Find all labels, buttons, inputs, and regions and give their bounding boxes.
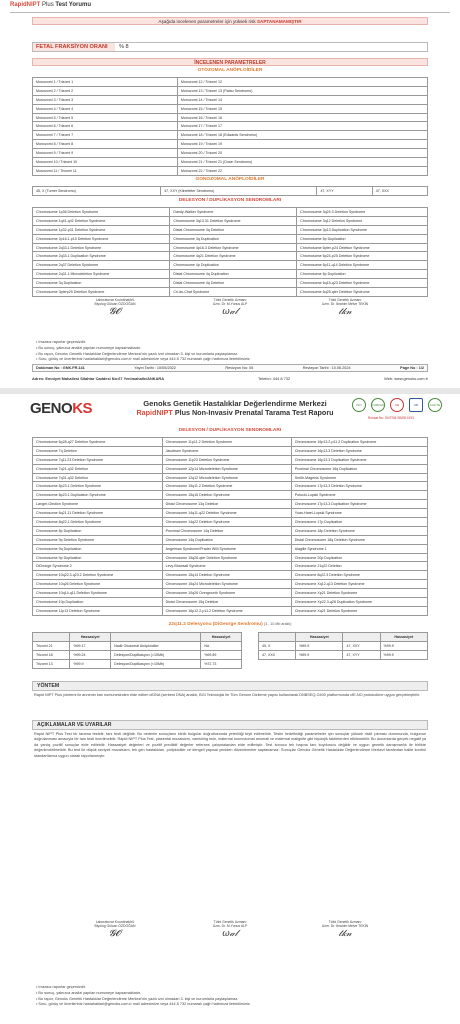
table-cell: Monozomi 3 / Trizomi 3 (33, 95, 178, 104)
table-cell: Chromosome 1p36 Deletion Syndrome (33, 208, 170, 217)
table-cell: %99.9 (380, 650, 427, 659)
table-row (33, 641, 242, 650)
table-cell: Chromosome 4p Duplication (170, 261, 297, 270)
table-row (33, 571, 428, 580)
delesyon-table-p1 (32, 207, 428, 297)
table-row (33, 208, 428, 217)
table-row (33, 95, 428, 104)
table-row (33, 122, 428, 131)
signature-geneticist-1: Tıbbi Genetik Uzmanı Uzm. Dr. M.Yunus ALP ω𝒶𝓁 (212, 920, 248, 939)
table-cell: NA (201, 641, 242, 650)
table-cell: Monozomi 13 / Trizomi 13 (Patau Sendromu) (177, 86, 427, 95)
table-row (33, 464, 428, 473)
table-cell: Langer-Giedion Syndrome (33, 500, 163, 509)
table-cell: Chromosome 6p28-q27 Deletion Syndrome (33, 438, 163, 447)
table-row (33, 279, 428, 288)
table-cell: Monozomi 9 / Trizomi 9 (33, 149, 178, 158)
table-cell: 47, XXX (259, 650, 296, 659)
table-cell: Chromosome 21q22 Deletion (291, 562, 427, 571)
table-row (33, 500, 428, 509)
signature-geneticist-1: Tıbbi Genetik Uzmanı Uzm. Dr. M.Yunus ALP ω𝒶𝓁 (212, 298, 248, 317)
sex-chromosome-table (258, 632, 428, 660)
table-header-cell (111, 633, 201, 642)
table-cell: Chromosome 6q15-q23 Deletion Syndrome (297, 279, 428, 288)
table-cell: %99.89 (201, 650, 242, 659)
table-cell: Proximal Chromosome 16q Duplication (291, 464, 427, 473)
table-row (33, 553, 428, 562)
table-row (33, 455, 428, 464)
gonozomal-title: GONOZOMAL ANÖPLOİDİLER (195, 177, 265, 182)
table-row (33, 482, 428, 491)
table-row (33, 438, 428, 447)
signature-coordinator: Laboratuvar Koordinatörü Biyolog Gülcan ÖZDOĞAN 𝓖𝓞 (94, 298, 136, 317)
table-cell: Distal Chromosome 3q Deletion (170, 225, 297, 234)
table-cell: Chromosome 8q21.11 Deletion Syndrome (33, 509, 163, 518)
signature-geneticist-2: Tıbbi Genetik Uzmanı Uzm. Dr. İbrahim Melve TEKİN 𝓉𝓀𝓃 (321, 298, 369, 317)
table-cell: Chromosome 3pterp25 Deletion Syndrome (33, 288, 170, 297)
table-cell: Chromosome 17p Duplication (291, 518, 427, 527)
table-cell: Trizomi 18 (33, 650, 70, 659)
table-cell: Monozomi 2 / Trizomi 2 (33, 86, 178, 95)
table-cell: Chromosome 7q31-q32 Deletion (33, 473, 163, 482)
page-break (0, 388, 460, 394)
note-item: • Bu rapor, Genoks Genetik Hastalıklar Değerlendirme Merkezi'nin yazılı izni olmadan 3. kişi ve kurumlarla paylaşılamaz. (36, 352, 426, 358)
table-row (33, 535, 428, 544)
table-cell: Chromosome 15q14 Deletion Syndrome (162, 571, 291, 580)
otozomal-title: OTOZOMAL ANÖPLOİDİLER (197, 68, 263, 73)
table-cell: Monozomi 7 / Trizomi 7 (33, 131, 178, 140)
table-cell: Chromosome 10q22.3-q23.2 Deletion Syndrome (33, 571, 163, 580)
note-item: • Bu rapor, Genoks Genetik Hastalıklar Değerlendirme Merkezi'nin yazılı izni olmadan 3. kişi ve kurumlarla paylaşılamaz. (36, 997, 426, 1003)
cert-icon: ISO (352, 398, 366, 412)
table-cell: Delesyon/Duplikasyon (<10Mb) (111, 659, 201, 668)
table-cell: Monozomi 8 / Trizomi 8 (33, 140, 178, 149)
table-row (33, 544, 428, 553)
table-cell: Monozomi 1 / Trizomi 1 (33, 78, 178, 87)
table-row (33, 113, 428, 122)
table-cell: Chromosome 20p Duplication (291, 553, 427, 562)
table-cell: Chromosome 17p13.3 Deletion Syndrome (291, 482, 427, 491)
table-cell: Nadir Otozomal Anöploidiler (111, 641, 201, 650)
table-cell: Chromosome 11p13 Deletion Syndrome (33, 606, 163, 615)
risk-banner: Aşağıda incelenen parametreler için yüksek risk SAPTANAMAMIŞTIR (32, 17, 428, 25)
notes-p1 (36, 340, 426, 363)
doc-footer: Doküman No : GNK.FR.141 Yayın Tarihi : 10/05/2022 Revizyon No: 05 Revizyon Tarihi : 10.06.2024 Page No : 1/2 (32, 364, 428, 372)
table-cell: Chromosome 18p Deletion Syndrome (291, 526, 427, 535)
table-cell: Dandy-Walker Syndrome (170, 208, 297, 217)
note-item: • Bu sonuç, yalnızca analizi yapılan numuneye kapsamaktadır. (36, 991, 426, 997)
table-cell: Chromosome 7q Deletion (33, 446, 163, 455)
table-cell: Chromosome 16p12.2-p11.2 Deletion Syndrome (162, 606, 291, 615)
signature-geneticist-2: Tıbbi Genetik Uzmanı Uzm. Dr. İbrahim Melve TEKİN 𝓉𝓀𝓃 (321, 920, 369, 939)
table-cell: Proximal Chromosome 14q Deletion (162, 526, 291, 535)
table-cell: Jacobsen Syndrome (162, 446, 291, 455)
table-cell: Chromosome 12q12 Microdeletion Syndrome (162, 473, 291, 482)
table-cell: Chromosome 6q25-qter Deletion Syndrome (297, 288, 428, 297)
table-cell: Monozomi 22 / Trizomi 22 (177, 166, 427, 175)
table-cell: %99.9 (380, 641, 427, 650)
table-row (33, 225, 428, 234)
table-cell: Trizomi 13 (33, 659, 70, 668)
table-cell: Chromosome 10q14-q11 Deletion Syndrome (33, 589, 163, 598)
table-cell: Chromosome 4q21 Deletion Syndrome (170, 252, 297, 261)
table-header-cell: Hassasiyet (380, 633, 427, 642)
table-cell: Chromosome 16p13.3 Duplication Syndrome (291, 455, 427, 464)
table-cell: Levy-Bhansali Syndrome (162, 562, 291, 571)
table-row (33, 149, 428, 158)
table-row (33, 243, 428, 252)
table-cell: Chromosome 11p11.2 Deletion Syndrome (162, 438, 291, 447)
table-cell: Chromosome Xp22.3-q28 Duplication Syndrome (291, 598, 427, 607)
table-cell: Potocki-Lupski Syndrome (291, 491, 427, 500)
table-row (33, 252, 428, 261)
table-cell: Monozomi 6 / Trizomi 6 (33, 122, 178, 131)
table-row (33, 580, 428, 589)
report-title: RapidNIPT Plus Non-Invasiv Prenatal Tarama Test Raporu (136, 408, 334, 417)
table-row (33, 473, 428, 482)
table-row (33, 598, 428, 607)
table-cell: 47, XYY (343, 650, 380, 659)
table-cell: Trizomi 21 (33, 641, 70, 650)
page1-header: RapidNIPT Plus Test Yorumu (10, 2, 92, 8)
table-cell: Chromosome 3q12 Deletion Syndrome (297, 216, 428, 225)
fetal-fraction-row (32, 42, 428, 52)
header-rule (10, 12, 450, 13)
table-row (33, 491, 428, 500)
table-cell: Chromosome 14q Duplication (162, 535, 291, 544)
table-cell: Monozomi 11 / Trizomi 11 (33, 166, 178, 175)
table-header-row (259, 633, 428, 642)
fetal-fraction-value: % 8 (119, 44, 129, 50)
table-header-cell: Hassasiyet (296, 633, 343, 642)
table-header-row (33, 633, 242, 642)
cert-icon: TÜRKAK (371, 398, 385, 412)
table-cell: Smith-Magenis Syndrome (291, 473, 427, 482)
delesyon-title-p2: DELESYON / DUPLİKASYON SENDROMLARI (178, 428, 282, 433)
table-cell: Chromosome 15q11.2 Deletion Syndrome (162, 482, 291, 491)
table-header-cell: Hassasiyet (70, 633, 111, 642)
table-cell: Chromosome 9p Duplication (33, 553, 163, 562)
table-cell: Monozomi 12 / Trizomi 12 (177, 78, 427, 87)
table-cell: Chromosome 17p13.3 Duplication Syndrome (291, 500, 427, 509)
table-cell: Chromosome 3q24.3 Deletion Syndrome (297, 208, 428, 217)
notes-p2 (36, 985, 426, 1008)
table-cell: Chromosome 3p13 Duplication Syndrome (297, 225, 428, 234)
table-cell: Chromosome 14q11-q22 Deletion Syndrome (162, 509, 291, 518)
certificates (352, 398, 442, 412)
table-cell: Chromosome 8p Duplication (33, 526, 163, 535)
table-cell: Angelman Syndrome/Prader Willi Syndrome (162, 544, 291, 553)
genoks-logo: GENOKS (30, 400, 93, 417)
table-row (33, 526, 428, 535)
table-cell: Chromosome 10q26 Deletion Syndrome (33, 580, 163, 589)
table-cell: %99.24 (70, 650, 111, 659)
table-cell: Chromosome 10q26 Overgrowth Syndrome (162, 589, 291, 598)
gonozomal-table (32, 186, 428, 196)
table-cell: Distal Chromosome 15q Deletion (162, 598, 291, 607)
params-title: İNCELENEN PARAMETRELER (32, 58, 428, 66)
table-cell: Chromosome 2q31.1 Microdeletion Syndrome (33, 270, 170, 279)
table-cell: Chromosome Xp21 Deletion Syndrome (291, 589, 427, 598)
note-item: • Imzasız raporlar geçersizdir. (36, 985, 426, 991)
table-cell: %99.9 (296, 641, 343, 650)
table-cell: Monozomi 19 / Trizomi 19 (177, 140, 427, 149)
table-cell: Chromosome 8q22.1 Deletion Syndrome (33, 518, 163, 527)
table-cell: Distal Chromosome 4q Deletion (170, 279, 297, 288)
table-cell: Alagille Syndrome 1 (291, 544, 427, 553)
table-row (33, 650, 242, 659)
table-cell: Chromosome 6p11-q14 Deletion Syndrome (297, 261, 428, 270)
table-row (33, 158, 428, 167)
table-cell: Chromosome 8p23.1 Deletion Syndrome (33, 482, 163, 491)
fetal-fraction-label: FETAL FRAKSİYON ORANI (33, 43, 115, 51)
table-cell: Monozomi 17 / Trizomi 17 (177, 122, 427, 131)
table-cell: Chromosome 9p Deletion Syndrome (33, 535, 163, 544)
table-cell: 47, XXY (343, 641, 380, 650)
table-cell: Chromosome 11p23 Deletion Syndrome (162, 455, 291, 464)
table-cell: Delesyon/Duplikasyon (>10Mb) (111, 650, 201, 659)
table-cell: 45, X (259, 641, 296, 650)
table-cell: Chromosome 3q Duplication (170, 234, 297, 243)
table-header-cell (259, 633, 296, 642)
sensitivity-table (32, 632, 242, 669)
table-row (33, 518, 428, 527)
table-row (33, 288, 428, 297)
center-title: Genoks Genetik Hastalıklar Değerlendirme Merkezi (143, 399, 327, 408)
table-cell: Chromosome 7q11.23 Deletion Syndrome (33, 455, 163, 464)
table-row (33, 86, 428, 95)
table-cell: Chromosome 3q Duplication (33, 279, 170, 288)
table-cell: Chromosome 6pter-p24 Deletion Syndrome (297, 243, 428, 252)
signatures-p1 (70, 298, 390, 318)
address-footer: Adres: Emniyet Mahallesi Silahtar Caddesi No:67 Yenimahalle/ANKARA Telefon: 444 8 732 Web: www.genoks.com.tr (32, 376, 428, 381)
table-row (33, 261, 428, 270)
table-cell: Chromosome 4p16.3 Deletion Syndrome (170, 243, 297, 252)
table-cell: Distal Chromosome 18q Deletion Syndrome (291, 535, 427, 544)
otozomal-table (32, 77, 428, 176)
note-item: • Bu sonuç, yalnızca analizi yapılan numuneye kapsamaktadır. (36, 346, 426, 352)
cert-icon: SB (409, 398, 423, 412)
table-cell: %99.17 (70, 641, 111, 650)
table-row (33, 140, 428, 149)
table-cell: Chromosome 14q22 Deletion Syndrome (162, 518, 291, 527)
table-cell: Chromosome 1p32-p31 Deletion Syndrome (33, 225, 170, 234)
table-cell: Chromosome 8q22.3 Deletion Syndrome (291, 571, 427, 580)
table-row (33, 606, 428, 615)
table-cell: %99.9 (296, 650, 343, 659)
table-cell: Monozomi 21 / Trizomi 21 (Down Sendromu) (177, 158, 427, 167)
yontem-title: YÖNTEM (32, 681, 428, 691)
table-cell: 45, X (Turner Sendromu) (33, 187, 161, 196)
table-cell: Chromosome 5p Duplication (297, 234, 428, 243)
table-cell: Chromosome 6p24-p25 Deletion Syndrome (297, 252, 428, 261)
cert-icon: CE (390, 398, 404, 412)
table-cell: Yuan-Harel-Lupski Syndrome (291, 509, 427, 518)
table-cell: Chromosome 10p Duplication (33, 598, 163, 607)
table-cell: Chromosome 2q33.1 Deletion Syndrome (33, 243, 170, 252)
table-cell: Monozomi 10 / Trizomi 10 (33, 158, 178, 167)
table-row (33, 234, 428, 243)
table-row (33, 78, 428, 87)
table-header-cell (33, 633, 70, 642)
table-header-cell: Hassasiyet (201, 633, 242, 642)
table-cell: Chromosome 2p16.1-p15 Deletion Syndrome (33, 234, 170, 243)
table-row (259, 641, 428, 650)
table-cell: Chromosome 15q16 Deletion Syndrome (162, 491, 291, 500)
table-row (33, 270, 428, 279)
table-cell: Monozomi 14 / Trizomi 14 (177, 95, 427, 104)
table-cell: Monozomi 15 / Trizomi 15 (177, 104, 427, 113)
table-cell: Chromosome 3q13.31 Deletion Syndrome (170, 216, 297, 225)
table-cell: %72.73 (201, 659, 242, 668)
table-cell: DiGeorge Syndrome 2 (33, 562, 163, 571)
cert-icon: KALİTE (428, 398, 442, 412)
table-cell: Chromosome 9q Duplication (33, 544, 163, 553)
table-row (33, 216, 428, 225)
table-row (259, 650, 428, 659)
table-cell: Monozomi 16 / Trizomi 16 (177, 113, 427, 122)
table-cell: Chromosome 8p23.1 Duplication Syndrome (33, 491, 163, 500)
table-cell: 47, XXY (Klinefelter Sendromu) (161, 187, 317, 196)
table-cell: Chromosome 7q21-q32 Deletion (33, 464, 163, 473)
table-cell: Distal Chromosome 4q Duplication (170, 270, 297, 279)
table-row (33, 187, 428, 196)
table-cell: Chromosome 15q26-qter Deletion Syndrome (162, 553, 291, 562)
table-cell: Chromosome 1q41-q42 Deletion Syndrome (33, 216, 170, 225)
table-cell: Chromosome 16p13.2-p11.2 Duplication Syndrome (291, 438, 427, 447)
table-row (33, 446, 428, 455)
table-cell: Chromosome 2q33.1 Duplication Syndrome (33, 252, 170, 261)
table-cell: Chromosome 6p Duplication (297, 270, 428, 279)
aciklama-text: Rapid NIPT Plus Test bir tarama testidir, tanı testi değildir. Bu nedenle sonuçların klinik bulgular doğrultusunda yeterliliği teyit edilmelidir. Testin hedeflediği parametreler için sonuçlar yüksek riskli çıkması durumunda, bulgunun doğrulanması amacıyla bir tanı testi önerilmelidir. Rapid NIPT Plus Test, plasental mozaisizm, vanishing twin, maternal kromozomal anomali ve maternal malignite gibi biyolojik faktörlerden etkilenebilir. Bu durumlarda gerçek negatif ya da yanlış pozitif sonuçlar elde edilebilir. Hassasiyet değerleri ve pozitif prediktif değerler referans çalışmalardan elde edilmiştir. Test sonucu tek başına tanı koydurucu değildir ve uygun genetik danışmanlık ile birlikte değerlendirilmelidir. Bu test ile düşük seviyeli mozaisizm, tek gen hastalıkları, poliploidiler ve dengeli yapısal yeniden düzenlemeler saptanamaz. Sonuçlar Genoks Genetik Hastalıklar Değerlendirme Merkezi tarafından kalite kontrol standartlarına uygun olarak raporlanmıştır. (34, 732, 426, 758)
page2-titles (120, 399, 350, 417)
table-cell: Monozomi 18 / Trizomi 18 (Edwards Sendromu) (177, 131, 427, 140)
table-cell: Distal Chromosome 13q Deletion (162, 500, 291, 509)
license-note: Ruhsat No: GNTSM.SB/08.0193 (368, 416, 414, 420)
table-row (33, 659, 242, 668)
yontem-text: Rapid NIPT Plus yöntemi ile annenin kan numunesinden elde edilen cfDNA (serbest DNA) analizi, BGI Teknolojisi ile Tüm Genom Dizileme yapısı kullanılarak DNBSEQ-G400 platformunda cfE-NO protokolüne uygun gerçekleştirilir. (34, 693, 420, 697)
table-row (33, 562, 428, 571)
table-cell: Monozomi 4 / Trizomi 4 (33, 104, 178, 113)
signature-coordinator: Laboratuvar Koordinatörü Biyolog Gülcan ÖZDOĞAN 𝓖𝓞 (94, 920, 136, 939)
delesyon-table-p2 (32, 437, 428, 616)
table-cell: Chromosome 2q37 Deletion Syndrome (33, 261, 170, 270)
note-item: • Imzasız raporlar geçersizdir. (36, 340, 426, 346)
note-item: • Soru, görüş ve önerileriniz hastahaklari@genoks.com.tr mail adresimize veya 444 8 732 numaralı çağrı hattımıza iletebilirsiniz. (36, 1002, 426, 1008)
table-cell: Cri-du-Chat Syndrome (170, 288, 297, 297)
table-row (33, 131, 428, 140)
table-cell: Chromosome Xq21 Deletion Syndrome (291, 606, 427, 615)
table-cell: Chromosome Xq12-q13 Deletion Syndrome (291, 580, 427, 589)
table-cell: Monozomi 20 / Trizomi 20 (177, 149, 427, 158)
table-cell: Chromosome 16p13.3 Deletion Syndrome (291, 446, 427, 455)
table-cell: Monozomi 5 / Trizomi 5 (33, 113, 178, 122)
table-row (33, 589, 428, 598)
note-item: • Soru, görüş ve önerileriniz hastahaklari@genoks.com.tr mail adresimize veya 444 8 732 numaralı çağrı hattımıza iletebilirsiniz. (36, 357, 426, 363)
aciklama-title: AÇIKLAMALAR VE UYARILAR (32, 720, 428, 730)
table-cell: 47, XYY (317, 187, 372, 196)
table-row (33, 104, 428, 113)
digeorge-title: 22q11.2 Delesyonu (DiGeorge Sendromu) (3 - 10 Mb aralık) (168, 622, 292, 627)
delesyon-title-p1: DELESYON / DUPLİKASYON SENDROMLARI (178, 198, 282, 203)
table-cell: Chromosome 15q24 Microdeletion Syndrome (162, 580, 291, 589)
table-cell: %99.9 (70, 659, 111, 668)
table-cell: 47, XXX (372, 187, 427, 196)
table-row (33, 166, 428, 175)
table-row (33, 509, 428, 518)
table-cell: Chromosome 12p14 Microdeletion Syndrome (162, 464, 291, 473)
table-header-cell (343, 633, 380, 642)
signatures-p2 (70, 920, 390, 940)
